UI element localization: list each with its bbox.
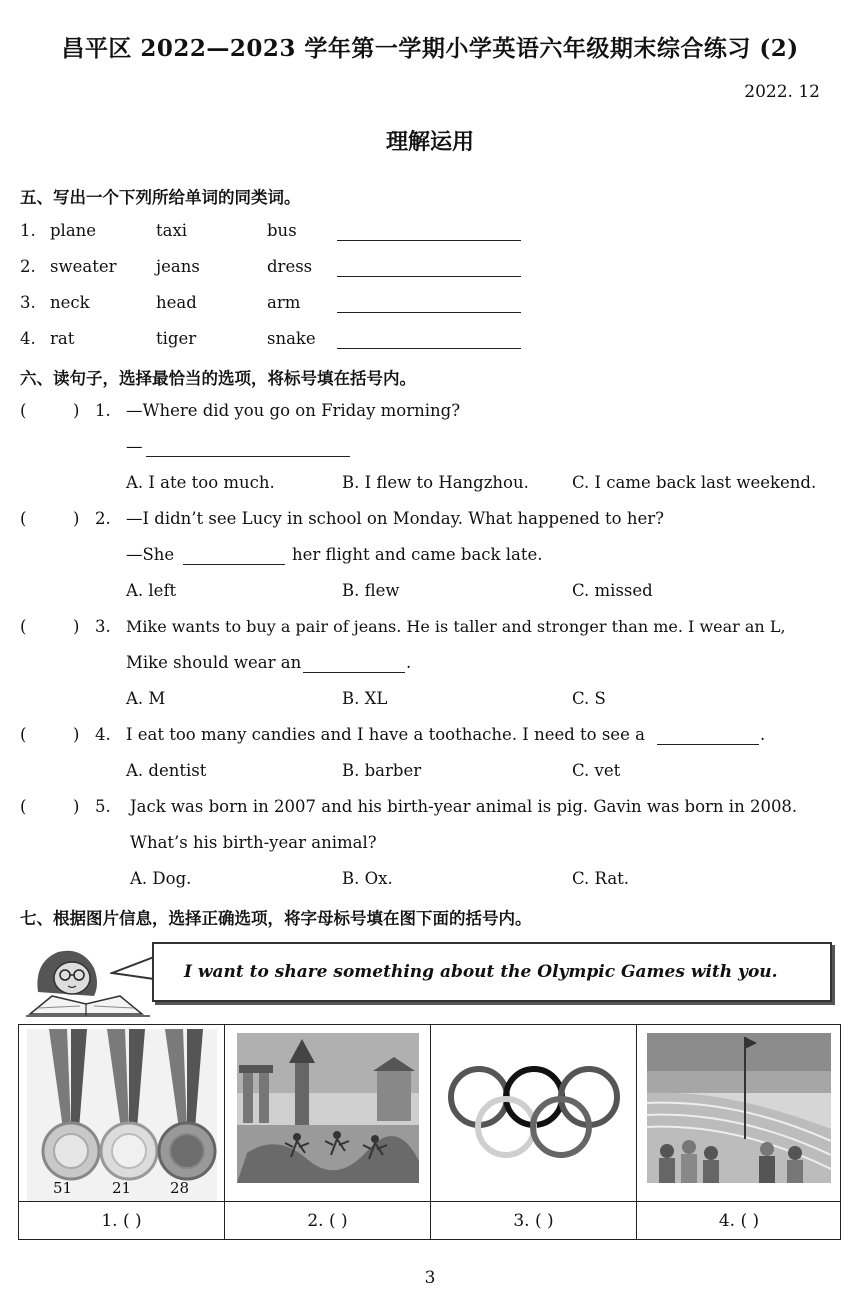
gold-medal-count: 51 [53,1179,73,1197]
q1-paren-close: ) [73,401,80,420]
speech-text: I want to share something about the Olympic Games with you. [184,962,778,982]
part6-heading: 六、读句子，选择最恰当的选项，将标号填在括号内。 [20,369,416,388]
q3-line1: Mike wants to buy a pair of jeans. He is taller and stronger than me. I wear an L, [126,617,786,636]
q5-paren-close: ) [73,797,80,816]
q4-paren-open: ( [20,725,27,744]
q4-option-b: B. barber [342,761,422,780]
caption-2: 2. ( ) [307,1211,348,1231]
caption-3: 3. ( ) [513,1211,554,1231]
q2-paren-close: ) [73,509,80,528]
p5-item4-answer-line[interactable] [337,348,521,349]
p5-item2-num: 2. [20,257,36,276]
q3-option-a: A. M [126,689,166,708]
q4-line1-end: . [760,725,766,744]
ancient-olympics-image [237,1033,419,1183]
q2-option-a: A. left [126,581,177,600]
q2-num: 2. [95,509,111,528]
part7-heading: 七、根据图片信息，选择正确选项，将字母标号填在图下面的括号内。 [20,909,532,928]
q2-paren-open: ( [20,509,27,528]
page-title: 昌平区 2022—2023 学年第一学期小学英语六年级期末综合练习 (2) [61,35,799,62]
picture-cell-olympic-rings [431,1025,637,1239]
p5-item2-answer-line[interactable] [337,276,521,277]
q2-option-b: B. flew [342,581,400,600]
p5-item3-word1: neck [50,293,90,312]
silver-medal-count: 21 [112,1179,132,1197]
medals-image [27,1029,217,1201]
q4-option-c: C. vet [572,761,621,780]
p5-item2-word3: dress [267,257,313,276]
p5-item4-word1: rat [50,329,75,348]
p5-item3-word2: head [156,293,197,312]
q2-option-c: C. missed [572,581,653,600]
q2-line2-end: her flight and came back late. [292,545,543,564]
q4-num: 4. [95,725,111,744]
p5-item1-word3: bus [267,221,297,240]
exam-date: 2022. 12 [744,82,820,102]
q5-paren-open: ( [20,797,27,816]
p5-item2-word2: jeans [156,257,200,276]
p5-item2-word1: sweater [50,257,117,276]
q2-line2-start: —She [126,545,175,564]
q3-blank[interactable] [303,672,405,673]
q5-option-a: A. Dog. [130,869,192,888]
q1-option-a: A. I ate too much. [126,473,275,492]
olympic-rings-image [445,1045,623,1185]
q4-line1-start: I eat too many candies and I have a toothache. I need to see a [126,725,645,744]
q2-blank[interactable] [183,564,285,565]
p5-item4-word2: tiger [156,329,197,348]
q1-line1: —Where did you go on Friday morning? [126,401,461,420]
p5-item3-word3: arm [267,293,301,312]
p5-item3-answer-line[interactable] [337,312,521,313]
picture-table [18,1024,841,1240]
q4-paren-close: ) [73,725,80,744]
q1-num: 1. [95,401,111,420]
q3-line2-start: Mike should wear an [126,653,302,672]
q3-num: 3. [95,617,111,636]
q5-line1: Jack was born in 2007 and his birth-year animal is pig. Gavin was born in 2008. [130,797,798,816]
q5-option-c: C. Rat. [572,869,630,888]
part5-heading: 五、写出一个下列所给单词的同类词。 [20,188,301,207]
caption-4: 4. ( ) [718,1211,760,1231]
q5-num: 5. [95,797,111,816]
p5-item1-num: 1. [20,221,36,240]
p5-item4-word3: snake [267,329,316,348]
page-number: 3 [424,1268,436,1288]
speech-bubble [152,942,832,1002]
q1-paren-open: ( [20,401,27,420]
q5-line2: What’s his birth-year animal? [130,833,377,852]
caption-1: 1. ( ) [101,1211,142,1231]
p5-item1-word2: taxi [156,221,188,240]
q5-option-b: B. Ox. [342,869,393,888]
q1-answer-line[interactable] [146,456,350,457]
q3-option-c: C. S [572,689,606,708]
bronze-medal-count: 28 [170,1179,190,1197]
q3-line2-end: . [406,653,412,672]
q4-option-a: A. dentist [126,761,207,780]
q1-option-c: C. I came back last weekend. [572,473,817,492]
q4-blank[interactable] [657,744,759,745]
picture-cell-ancient-games [225,1025,431,1239]
q1-line2: — [126,437,143,456]
q3-paren-open: ( [20,617,27,636]
q3-option-b: B. XL [342,689,388,708]
p5-item3-num: 3. [20,293,36,312]
section-title: 理解运用 [385,130,474,155]
p5-item1-answer-line[interactable] [337,240,521,241]
picture-cell-medals [19,1025,225,1239]
q2-line1: —I didn’t see Lucy in school on Monday. What happened to her? [126,509,664,528]
q3-paren-close: ) [73,617,80,636]
q1-option-b: B. I flew to Hangzhou. [342,473,529,492]
speech-pointer [110,955,156,985]
p5-item1-word1: plane [50,221,97,240]
picture-cell-stadium [637,1025,841,1239]
p5-item4-num: 4. [20,329,36,348]
stadium-image [647,1033,831,1183]
